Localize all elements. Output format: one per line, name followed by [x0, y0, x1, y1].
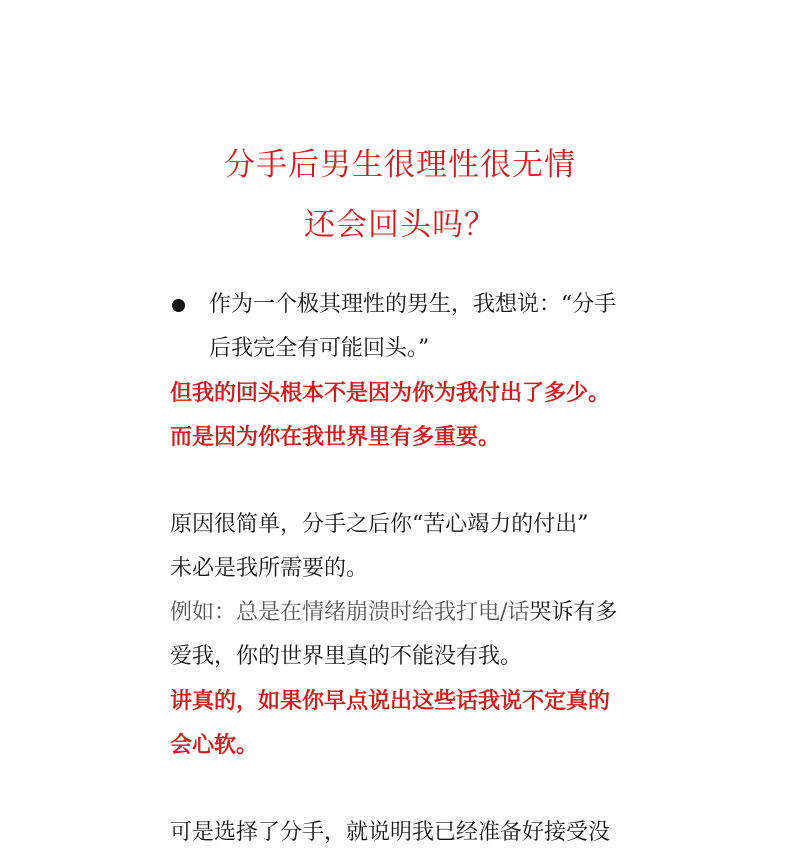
example-prefix: 例如：总是在情绪崩溃时给我打电/话	[170, 600, 530, 625]
example-line-2: 爱我，你的世界里真的不能没有我。	[170, 644, 523, 669]
example-line-1	[170, 597, 617, 629]
red-statement-line-1: 但我的回头根本不是因为你为我付出了多少。	[170, 380, 611, 406]
title-line-1: 分手后男生很理性很无情	[224, 147, 576, 183]
title-line-2: 还会回头吗？	[304, 207, 496, 243]
paragraph-2-line-1: 可是选择了分手，就说明我已经准备好接受没	[170, 820, 611, 845]
paragraph-1-line-2: 未必是我所需要的。	[170, 556, 369, 581]
red-statement-2-line-1: 讲真的，如果你早点说出这些话我说不定真的	[170, 688, 611, 714]
red-statement-2-line-2: 会心软。	[170, 732, 259, 758]
bullet-text-line-2: 后我完全有可能回头。”	[209, 336, 430, 361]
example-emphasis: 哭诉有多	[529, 600, 618, 625]
bullet-text-line-1: 作为一个极其理性的男生，我想说：“分手	[209, 292, 617, 317]
paragraph-1-line-1: 原因很简单，分手之后你“苦心竭力的付出”	[170, 512, 589, 537]
red-statement-line-2: 而是因为你在我世界里有多重要。	[170, 424, 501, 450]
bullet-dot-icon	[172, 299, 185, 312]
